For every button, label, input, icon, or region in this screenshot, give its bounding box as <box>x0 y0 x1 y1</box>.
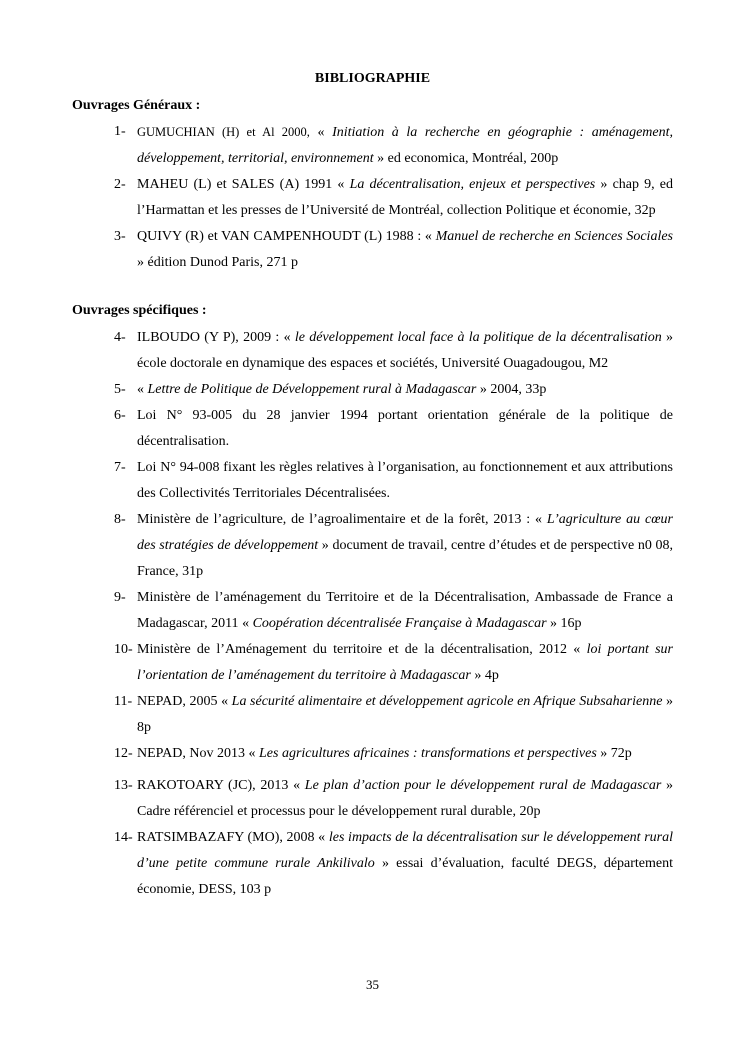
page-title: BIBLIOGRAPHIE <box>314 71 431 86</box>
entry-text <box>137 741 673 767</box>
entry-number: 12- <box>114 746 133 761</box>
section-heading-general: Ouvrages Généraux : <box>72 98 201 113</box>
entry-author: QUIVY (R) et VAN CAMPENHOUDT (L) 1988 : <box>137 229 422 244</box>
entry-title: Initiation à la recherche en géographie : aménagement, développement, territorial, environnement <box>137 125 673 166</box>
entry-open-quote: « <box>332 177 350 192</box>
bibliography-entry <box>0 403 745 455</box>
entry-details: 72p <box>610 746 632 761</box>
entry-open-quote: « <box>238 616 253 631</box>
page-number: 35 <box>366 977 379 992</box>
bibliography-entry <box>0 455 745 507</box>
entry-text <box>137 585 673 637</box>
bibliography-entry <box>0 172 745 224</box>
entry-open-quote: « <box>567 642 587 657</box>
entry-details: 4p <box>484 668 499 683</box>
entry-close-quote: » <box>373 151 388 166</box>
bibliography-list-specific <box>0 325 745 903</box>
entry-title: les impacts de la décentralisation sur le développement rural d’une petite commune rurale Ankilivalo <box>137 830 674 871</box>
entry-text <box>137 455 673 507</box>
entry-title: Manuel de recherche en Sciences Sociales <box>435 229 674 244</box>
entry-number: 8- <box>114 512 126 527</box>
entry-author: MAHEU (L) et SALES (A) 1991 <box>137 177 333 192</box>
entry-author: RATSIMBAZAFY (MO), 2008 <box>137 830 315 845</box>
entry-close-quote: » <box>661 778 674 793</box>
entry-text <box>137 119 673 172</box>
bibliography-entry <box>0 773 745 825</box>
entry-title: Lettre de Politique de Développement rural à Madagascar <box>147 382 477 397</box>
entry-details: 2004, 33p <box>490 382 547 397</box>
entry-author: GUMUCHIAN (H) et Al 2000, <box>137 125 310 139</box>
entry-author: ILBOUDO (Y P), 2009 : <box>137 330 280 345</box>
entry-author: Loi N° 94-008 fixant les règles relatives à l’organisation, au fonctionnement et aux attributions des Collectivités Territoriales Décentralisées. <box>137 460 673 501</box>
entry-details: 8p <box>137 720 151 735</box>
entry-number: 11- <box>114 694 133 709</box>
section-heading-specific: Ouvrages spécifiques : <box>72 303 207 318</box>
entry-close-quote: » <box>374 856 397 871</box>
entry-text <box>137 637 673 689</box>
entry-title: loi portant sur l’orientation de l’aménagement du territoire à Madagascar <box>137 642 674 683</box>
bibliography-entry <box>0 377 745 403</box>
bibliography-entry <box>0 325 745 377</box>
entry-text <box>137 507 673 585</box>
entry-open-quote: « <box>245 746 259 761</box>
entry-title: L’agriculture au cœur des stratégies de développement <box>137 512 674 553</box>
entry-close-quote: » <box>595 177 613 192</box>
entry-details: Cadre référenciel et processus pour le développement rural durable, 20p <box>137 804 541 819</box>
entry-number: 10- <box>114 642 133 657</box>
bibliography-entry <box>0 119 745 172</box>
entry-number: 1- <box>114 124 126 139</box>
entry-title: Le plan d’action pour le développement rural de Madagascar <box>304 778 662 793</box>
entry-title: La décentralisation, enjeux et perspectives <box>349 177 596 192</box>
entry-details: chap 9, ed l’Harmattan et les presses de l’Université de Montréal, collection Politique et économie, 32p <box>137 177 673 218</box>
entry-open-quote: « <box>314 830 329 845</box>
entry-text <box>137 172 673 224</box>
entry-open-quote: « <box>309 125 333 140</box>
entry-open-quote: « <box>421 229 436 244</box>
entry-number: 3- <box>114 229 126 244</box>
entry-number: 13- <box>114 778 133 793</box>
bibliography-entry <box>0 825 745 903</box>
bibliography-entry <box>0 689 745 741</box>
entry-number: 7- <box>114 460 126 475</box>
entry-open-quote: « <box>530 512 547 527</box>
entry-number: 2- <box>114 177 126 192</box>
entry-open-quote: « <box>279 330 295 345</box>
entry-details: 16p <box>560 616 582 631</box>
entry-author: NEPAD, 2005 <box>137 694 218 709</box>
entry-number: 14- <box>114 830 133 845</box>
entry-text <box>137 403 673 455</box>
bibliography-entry <box>0 741 745 767</box>
bibliography-list-general <box>0 119 745 276</box>
entry-open-quote: « <box>217 694 232 709</box>
entry-title: le développement local face à la politique de la décentralisation <box>294 330 662 345</box>
entry-details: essai d’évaluation, faculté DEGS, département économie, DESS, 103 p <box>137 856 674 897</box>
entry-author: NEPAD, Nov 2013 <box>137 746 245 761</box>
entry-author: RAKOTOARY (JC), 2013 <box>137 778 289 793</box>
entry-author: Ministère de l’agriculture, de l’agroalimentaire et de la forêt, 2013 : <box>137 512 531 527</box>
entry-number: 9- <box>114 590 126 605</box>
entry-open-quote: « <box>288 778 305 793</box>
entry-details: école doctorale en dynamique des espaces et sociétés, Université Ouagadougou, M2 <box>137 356 609 371</box>
entry-text <box>137 377 673 403</box>
bibliography-entry <box>0 507 745 585</box>
entry-author: Ministère de l’aménagement du Territoire et de la Décentralisation, Ambassade de France a Madagascar, 2011 <box>137 590 673 631</box>
entry-close-quote: » <box>596 746 611 761</box>
entry-title: Les agricultures africaines : transformations et perspectives <box>259 746 597 761</box>
bibliography-entry <box>0 637 745 689</box>
entry-title: Coopération décentralisée Française à Madagascar <box>252 616 547 631</box>
entry-text <box>137 325 673 377</box>
entry-close-quote: » <box>137 255 148 270</box>
entry-close-quote: » <box>470 668 485 683</box>
entry-number: 5- <box>114 382 126 397</box>
entry-close-quote: » <box>662 694 674 709</box>
entry-number: 4- <box>114 330 126 345</box>
entry-details: édition Dunod Paris, 271 p <box>147 255 298 270</box>
entry-text <box>137 773 673 825</box>
entry-close-quote: » <box>546 616 561 631</box>
entry-title: La sécurité alimentaire et développement agricole en Afrique Subsaharienne <box>231 694 663 709</box>
bibliography-entry <box>0 224 745 276</box>
entry-details: ed economica, Montréal, 200p <box>387 151 559 166</box>
entry-author: Loi N° 93-005 du 28 janvier 1994 portant orientation générale de la politique de décentralisation. <box>137 408 673 449</box>
entry-details: document de travail, centre d’études et de perspective n0 08, France, 31p <box>137 538 673 579</box>
entry-text <box>137 689 673 741</box>
entry-close-quote: » <box>476 382 491 397</box>
entry-author: Ministère de l’Aménagement du territoire et de la décentralisation, 2012 <box>137 642 568 657</box>
entry-number: 6- <box>114 408 126 423</box>
entry-close-quote: » <box>318 538 333 553</box>
entry-close-quote: » <box>661 330 674 345</box>
entry-text <box>137 224 673 276</box>
entry-text <box>137 825 673 903</box>
bibliography-entry <box>0 585 745 637</box>
entry-open-quote: « <box>137 382 148 397</box>
